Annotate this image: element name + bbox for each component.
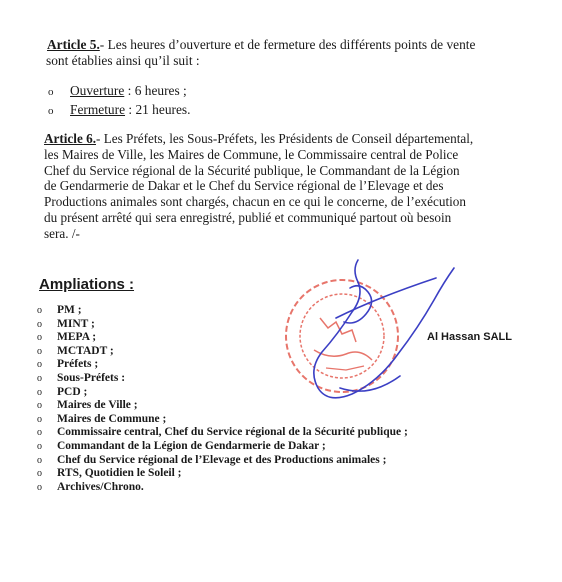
article-6-label: Article 6.: [44, 131, 96, 146]
bullet-circle-icon: o: [37, 454, 42, 466]
article-6-line-7: sera. /-: [44, 225, 80, 241]
article-5-line-2: sont établies ainsi qu’il suit :: [46, 53, 200, 68]
article-5-line-1: - Les heures d’ouverture et de fermeture des différents points de vente: [99, 37, 476, 52]
closing-hours-item: [48, 102, 190, 119]
bullet-circle-icon: o: [37, 468, 42, 480]
list-item: o Sous-Préfets :: [37, 371, 126, 384]
signer-name: Al Hassan SALL: [427, 331, 512, 343]
bullet-circle-icon: o: [37, 386, 42, 398]
list-item: o RTS, Quotidien le Soleil ;: [37, 467, 182, 480]
opening-label: Ouverture: [70, 83, 125, 98]
list-item: o Maires de Commune ;: [37, 412, 167, 425]
bullet-circle-icon: o: [37, 345, 42, 357]
bullet-circle-icon: o: [37, 400, 42, 412]
bullet-circle-icon: o: [37, 372, 42, 384]
list-item: o Chef du Service régional de l’Elevage et des Productions animales ;: [37, 453, 387, 466]
bullet-circle-icon: o: [48, 86, 54, 98]
bullet-circle-icon: o: [37, 413, 42, 425]
article-6-line-5: Productions animales sont chargés, chacun en ce qui le concerne, de l’exécution: [44, 194, 466, 210]
list-item: o MEPA ;: [37, 331, 97, 344]
opening-hours-item: [48, 83, 187, 100]
bullet-circle-icon: o: [37, 481, 42, 493]
list-item: o PM ;: [37, 304, 82, 316]
article-5: [47, 37, 552, 69]
list-item: o MCTADT ;: [37, 344, 114, 357]
article-6-line-4: de Gendarmerie de Dakar et le Chef du Service régional de l’Elevage et des: [44, 178, 444, 194]
article-6-line-2: les Maires de Ville, les Maires de Commune, le Commissaire central de Police: [44, 146, 459, 162]
list-item: o PCD ;: [37, 385, 88, 398]
bullet-circle-icon: o: [37, 440, 42, 452]
closing-label: Fermeture: [70, 102, 126, 117]
bullet-circle-icon: o: [48, 105, 54, 117]
article-6: [44, 131, 556, 242]
list-item: o Commissaire central, Chef du Service régional de la Sécurité publique ;: [37, 426, 408, 439]
opening-value: : 6 heures ;: [124, 83, 187, 98]
bullet-circle-icon: o: [37, 427, 42, 439]
article-6-line-6: du présent arrêté qui sera enregistré, publié et communiqué partout où besoin: [44, 209, 452, 225]
list-item: o Archives/Chrono.: [37, 480, 144, 493]
ampliations-title: Ampliations :: [39, 276, 135, 293]
list-item: o Maires de Ville ;: [37, 399, 138, 412]
article-6-line-3: Chef du Service régional de la Sécurité publique, le Commandant de la Légion: [44, 162, 460, 178]
article-6-line-1: - Les Préfets, les Sous-Préfets, les Présidents de Conseil départemental,: [96, 131, 474, 146]
list-item: o Commandant de la Légion de Gendarmerie de Dakar ;: [37, 439, 326, 452]
ampliations-list: [37, 304, 408, 494]
list-item: o MINT ;: [37, 317, 95, 330]
article-5-label: Article 5.: [47, 37, 100, 52]
bullet-circle-icon: o: [37, 305, 42, 316]
closing-value: : 21 heures.: [125, 102, 191, 117]
bullet-circle-icon: o: [37, 318, 42, 330]
bullet-circle-icon: o: [37, 359, 42, 371]
bullet-circle-icon: o: [37, 332, 42, 344]
list-item: o Préfets ;: [37, 358, 99, 371]
